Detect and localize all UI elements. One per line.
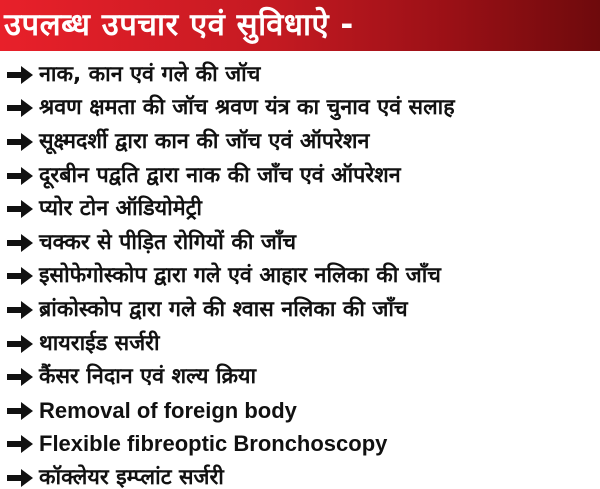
list-item <box>0 327 600 361</box>
list-item <box>0 394 600 428</box>
item-label: सूक्ष्मदर्शी द्वारा कान की जॉच एवं ऑपरेशन <box>39 128 370 154</box>
item-label: इसोफेगोस्कोप द्वारा गले एवं आहार नलिका की जाँच <box>39 263 441 289</box>
item-label: श्रवण क्षमता की जॉच श्रवण यंत्र का चुनाव एवं सलाह <box>39 95 455 121</box>
list-item <box>0 226 600 260</box>
right-arrow-icon <box>5 198 35 220</box>
item-label: थायराईड सर्जरी <box>39 330 160 356</box>
right-arrow-icon <box>5 97 35 119</box>
right-arrow-icon <box>5 366 35 388</box>
right-arrow-icon <box>5 131 35 153</box>
list-item <box>0 92 600 126</box>
right-arrow-icon <box>5 400 35 422</box>
list-item <box>0 125 600 159</box>
list-item <box>0 260 600 294</box>
item-label: कैंसर निदान एवं शल्य क्रिया <box>39 364 257 390</box>
services-list <box>0 58 600 489</box>
right-arrow-icon <box>5 433 35 455</box>
right-arrow-icon <box>5 467 35 489</box>
title-banner <box>0 0 600 51</box>
right-arrow-icon <box>5 64 35 86</box>
right-arrow-icon <box>5 165 35 187</box>
page-title: उपलब्ध उपचार एवं सुविधाऐ - <box>4 7 354 43</box>
list-item <box>0 360 600 394</box>
right-arrow-icon <box>5 333 35 355</box>
list-item <box>0 428 600 462</box>
item-label: Flexible fibreoptic Bronchoscopy <box>39 431 388 457</box>
list-item <box>0 293 600 327</box>
list-item <box>0 58 600 92</box>
item-label: Removal of foreign body <box>39 397 297 423</box>
list-item <box>0 159 600 193</box>
item-label: दूरबीन पद्वति द्वारा नाक की जाँच एवं ऑपरेशन <box>39 162 401 188</box>
list-item <box>0 461 600 489</box>
item-label: ब्रांकोस्कोप द्वारा गले की श्वास नलिका की जाँच <box>39 296 408 322</box>
right-arrow-icon <box>5 232 35 254</box>
item-label: नाक, कान एवं गले की जॉच <box>39 61 261 87</box>
item-label: कॉक्लेयर इम्प्लांट सर्जरी <box>39 464 224 489</box>
list-item <box>0 192 600 226</box>
item-label: प्योर टोन ऑडियोमेट्री <box>39 196 202 222</box>
item-label: चक्कर से पीड़ित रोगियों की जाँच <box>39 229 297 255</box>
right-arrow-icon <box>5 299 35 321</box>
right-arrow-icon <box>5 265 35 287</box>
